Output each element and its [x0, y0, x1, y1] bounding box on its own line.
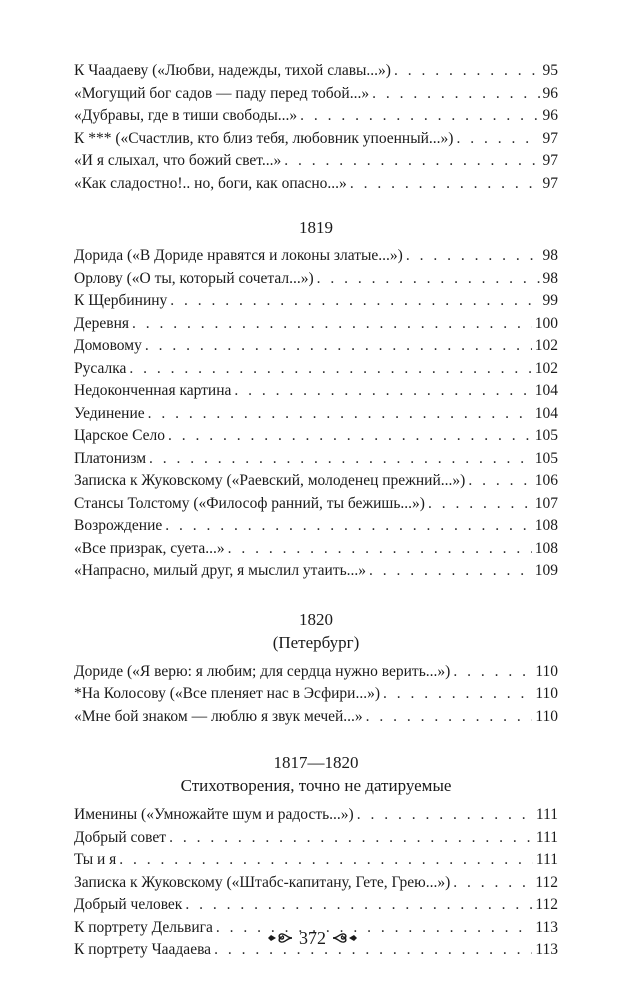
toc-entry-title: Русалка [74, 359, 127, 377]
toc-entry-title: *На Колосову («Все пленяет нас в Эсфири...») [74, 685, 381, 702]
toc-entry [74, 706, 558, 729]
toc-entry-page: 110 [535, 707, 558, 725]
toc-entry-title: Уединение [74, 404, 145, 422]
toc-entry-title: Платонизм [74, 449, 147, 467]
dot-leader [357, 804, 533, 827]
toc-entry-page: 109 [534, 562, 558, 579]
toc-entry-page: 110 [535, 685, 558, 702]
toc-entry-page: 105 [534, 449, 558, 467]
dot-leader [228, 538, 532, 561]
dot-leader [132, 313, 532, 336]
dot-leader [119, 849, 533, 872]
toc-entry-page: 111 [535, 851, 558, 868]
toc-entry [74, 538, 558, 561]
toc-group-top [74, 60, 558, 195]
toc-entry [74, 150, 558, 173]
toc-entry [74, 403, 558, 426]
toc-entry-page: 112 [535, 873, 558, 891]
toc-entry-page: 108 [534, 517, 558, 534]
dot-leader [428, 493, 532, 516]
toc-entry-page: 102 [534, 337, 558, 354]
toc-entry-page: 97 [542, 129, 558, 147]
toc-entry-page: 110 [535, 662, 558, 680]
toc-entry-page: 111 [535, 828, 558, 846]
toc-entry-title: Ты и я [74, 851, 117, 868]
toc-entry [74, 804, 558, 827]
toc-entry-title: Царское Село [74, 427, 166, 444]
dot-leader [168, 425, 532, 448]
toc-entry [74, 872, 558, 895]
toc-entry-title: К портрету Дельвига [74, 918, 213, 936]
toc-entry-page: 98 [542, 247, 558, 264]
toc-entry [74, 105, 558, 128]
dot-leader [149, 448, 532, 471]
toc-entry [74, 661, 558, 684]
toc-entry-title: Деревня [74, 314, 130, 332]
toc-entry-title: «Напрасно, милый друг, я мыслил утаить...» [74, 562, 367, 579]
toc-entry-title: К *** («Счастлив, кто близ тебя, любовник упоенный...») [74, 129, 454, 147]
toc-entry-page: 96 [542, 107, 558, 124]
toc-entry [74, 60, 558, 83]
toc-entry-title: Добрый человек [74, 896, 183, 913]
section-heading-1820: 1820 [299, 609, 333, 629]
toc-entry-page: 113 [535, 941, 558, 958]
toc-entry [74, 849, 558, 872]
toc-entry-title: Добрый совет [74, 828, 167, 846]
dot-leader [383, 683, 532, 706]
toc-entry-page: 98 [542, 269, 558, 287]
toc-entry [74, 894, 558, 917]
toc-entry-page: 106 [534, 472, 558, 489]
section-subheading-1820: (Петербург) [272, 632, 360, 652]
toc-entry [74, 425, 558, 448]
dot-leader [366, 706, 533, 729]
toc-entry-page: 112 [535, 896, 558, 913]
dot-leader [165, 515, 531, 538]
toc-entry [74, 245, 558, 268]
toc-entry [74, 380, 558, 403]
dot-leader [456, 128, 539, 151]
dot-leader [350, 173, 540, 196]
toc-entry-page: 105 [534, 427, 558, 444]
page-footer [0, 926, 625, 950]
toc-entry [74, 470, 558, 493]
toc-entry [74, 173, 558, 196]
dot-leader [453, 661, 532, 684]
dot-leader [300, 105, 539, 128]
dot-leader [169, 827, 533, 850]
toc-entry [74, 448, 558, 471]
toc-entry-page: 97 [542, 174, 558, 192]
toc-entry-page: 96 [542, 84, 558, 102]
toc-entry-title: Записка к Жуковскому («Штабс-капитану, Гете, Грею...») [74, 873, 451, 891]
toc-entry [74, 827, 558, 850]
dot-leader [369, 560, 532, 583]
section-heading-1819: 1819 [299, 218, 333, 237]
dot-leader [148, 403, 532, 426]
dot-leader [170, 290, 539, 313]
dot-leader [372, 83, 539, 106]
toc-entry [74, 268, 558, 291]
dot-leader [129, 358, 531, 381]
toc-entry-title: К портрету Чаадаева [74, 941, 212, 958]
toc-entry [74, 560, 558, 583]
toc-entry [74, 683, 558, 706]
toc-entry-title: К Щербинину [74, 292, 168, 309]
toc-entry-title: «Мне бой знаком — люблю я звук мечей...» [74, 707, 363, 725]
dot-leader [234, 380, 531, 403]
toc-entry [74, 358, 558, 381]
toc-group-1820 [74, 661, 558, 729]
toc-entry-page: 108 [534, 539, 558, 557]
table-of-contents [74, 60, 558, 962]
toc-entry-page: 104 [534, 404, 558, 422]
toc-entry-title: Дорида («В Дориде нравятся и локоны златые...») [74, 247, 403, 264]
dot-leader [317, 268, 540, 291]
toc-entry-title: «И я слыхал, что божий свет...» [74, 152, 282, 169]
toc-entry [74, 290, 558, 313]
toc-entry-page: 107 [534, 494, 558, 512]
toc-entry-page: 100 [534, 314, 558, 332]
toc-entry-page: 97 [542, 152, 558, 169]
toc-entry-page: 95 [542, 62, 558, 79]
ornament-icon [267, 930, 293, 946]
toc-entry-title: «Как сладостно!.. но, боги, как опасно...» [74, 174, 347, 192]
dot-leader [394, 60, 540, 83]
toc-entry-title: «Дубравы, где в тиши свободы...» [74, 107, 298, 124]
toc-group-1819 [74, 245, 558, 583]
section-subheading-undated: Стихотворения, точно не датируемые [180, 776, 452, 795]
toc-entry-title: Записка к Жуковскому («Раевский, молоденец прежний...») [74, 472, 466, 489]
toc-entry [74, 128, 558, 151]
toc-entry-title: Домовому [74, 337, 142, 354]
toc-entry-page: 113 [535, 918, 558, 936]
toc-entry-title: Именины («Умножайте шум и радость...») [74, 806, 354, 823]
dot-leader [145, 335, 532, 358]
toc-entry [74, 493, 558, 516]
ornament-icon [332, 930, 358, 946]
toc-entry-title: Недоконченная картина [74, 382, 232, 399]
dot-leader [406, 245, 540, 268]
toc-entry-title: «Могущий бог садов — паду перед тобой...» [74, 84, 370, 102]
toc-entry [74, 335, 558, 358]
toc-entry-title: К Чаадаеву («Любви, надежды, тихой славы...») [74, 62, 391, 79]
toc-entry-page: 102 [534, 359, 558, 377]
toc-entry-title: Возрождение [74, 517, 163, 534]
toc-entry-page: 104 [534, 382, 558, 399]
toc-entry-page: 111 [535, 806, 558, 823]
toc-entry [74, 515, 558, 538]
toc-entry-page: 99 [542, 292, 558, 309]
toc-entry-title: Дориде («Я верю: я любим; для сердца нужно верить...») [74, 662, 451, 680]
toc-entry-title: Стансы Толстому («Философ ранний, ты бежишь...») [74, 494, 425, 512]
dot-leader [185, 894, 532, 917]
dot-leader [453, 872, 532, 895]
toc-entry-title: «Все призрак, суета...» [74, 539, 225, 557]
toc-entry [74, 313, 558, 336]
dot-leader [284, 150, 539, 173]
dot-leader [468, 470, 531, 493]
toc-entry [74, 83, 558, 106]
page-number: 372 [299, 928, 326, 948]
section-heading-undated: 1817—1820 [273, 753, 359, 772]
toc-entry-title: Орлову («О ты, который сочетал...») [74, 269, 314, 287]
